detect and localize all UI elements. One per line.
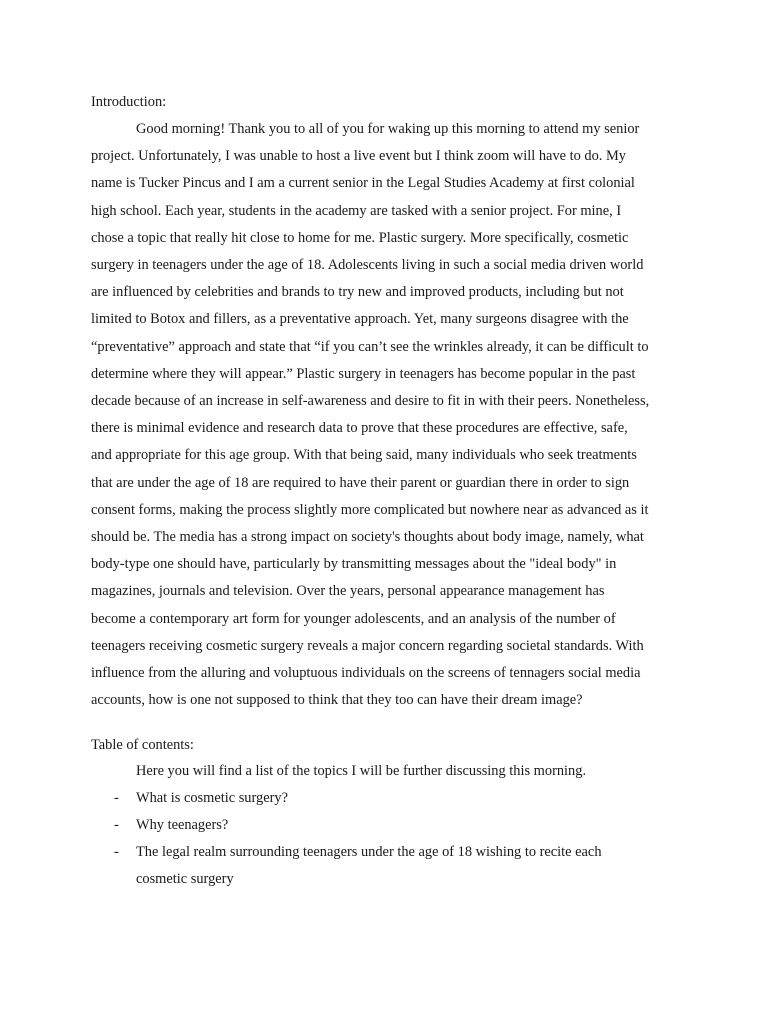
introduction-paragraph [91, 116, 681, 714]
toc-heading: Table of contents: [91, 737, 194, 753]
introduction-heading: Introduction: [91, 94, 167, 110]
paragraph-line: that are under the age of 18 are required to have their parent or guardian there in order to sign [91, 474, 630, 491]
paragraph-line: and appropriate for this age group. With that being said, many individuals who seek treatments [91, 447, 637, 464]
paragraph-line: high school. Each year, students in the academy are tasked with a senior project. For mine, I [91, 202, 622, 219]
bullet-dash: - [114, 817, 119, 833]
paragraph-line: project. Unfortunately, I was unable to host a live event but I think zoom will have to do. My [91, 148, 626, 165]
paragraph-line: surgery in teenagers under the age of 18. Adolescents living in such a social media driven world [91, 257, 644, 274]
paragraph-line: are influenced by celebrities and brands to try new and improved products, including but not [91, 284, 624, 301]
paragraph-line: magazines, journals and television. Over the years, personal appearance management has [91, 583, 605, 600]
paragraph-line: accounts, how is one not supposed to think that they too can have their dream image? [91, 692, 583, 709]
paragraph-line: become a contemporary art form for younger adolescents, and an analysis of the number of [91, 610, 616, 627]
list-item-continuation: cosmetic surgery [136, 871, 234, 887]
paragraph-line: limited to Botox and fillers, as a preventative approach. Yet, many surgeons disagree with the [91, 311, 629, 328]
paragraph-line: should be. The media has a strong impact on society's thoughts about body image, namely, what [91, 529, 644, 546]
paragraph-line: consent forms, making the process slightly more complicated but nowhere near as advanced as it [91, 501, 649, 518]
paragraph-line: Good morning! Thank you to all of you for waking up this morning to attend my senior [136, 121, 640, 137]
paragraph-line: decade because of an increase in self-awareness and desire to fit in with their peers. Nonetheless, [91, 393, 650, 410]
list-item-text: What is cosmetic surgery? [136, 790, 288, 806]
list-item-text: The legal realm surrounding teenagers under the age of 18 wishing to recite each [136, 844, 602, 860]
paragraph-line: there is minimal evidence and research data to prove that these procedures are effective, safe, [91, 420, 628, 437]
paragraph-line: chose a topic that really hit close to home for me. Plastic surgery. More specifically, cosmetic [91, 229, 629, 246]
list-item-text: Why teenagers? [136, 817, 229, 833]
paragraph-line: name is Tucker Pincus and I am a current senior in the Legal Studies Academy at first colonial [91, 175, 635, 192]
paragraph-line: teenagers receiving cosmetic surgery reveals a major concern regarding societal standards. With [91, 637, 644, 654]
toc-intro: Here you will find a list of the topics I will be further discussing this morning. [136, 763, 587, 779]
paragraph-line: body-type one should have, particularly by transmitting messages about the "ideal body" in [91, 556, 617, 573]
paragraph-line: influence from the alluring and voluptuous individuals on the screens of tennagers social media [91, 665, 641, 682]
bullet-dash: - [114, 790, 119, 806]
bullet-dash: - [114, 844, 119, 860]
paragraph-line: “preventative” approach and state that “if you can’t see the wrinkles already, it can be difficult to [91, 338, 649, 355]
paragraph-line: determine where they will appear.” Plastic surgery in teenagers has become popular in the past [91, 365, 636, 382]
